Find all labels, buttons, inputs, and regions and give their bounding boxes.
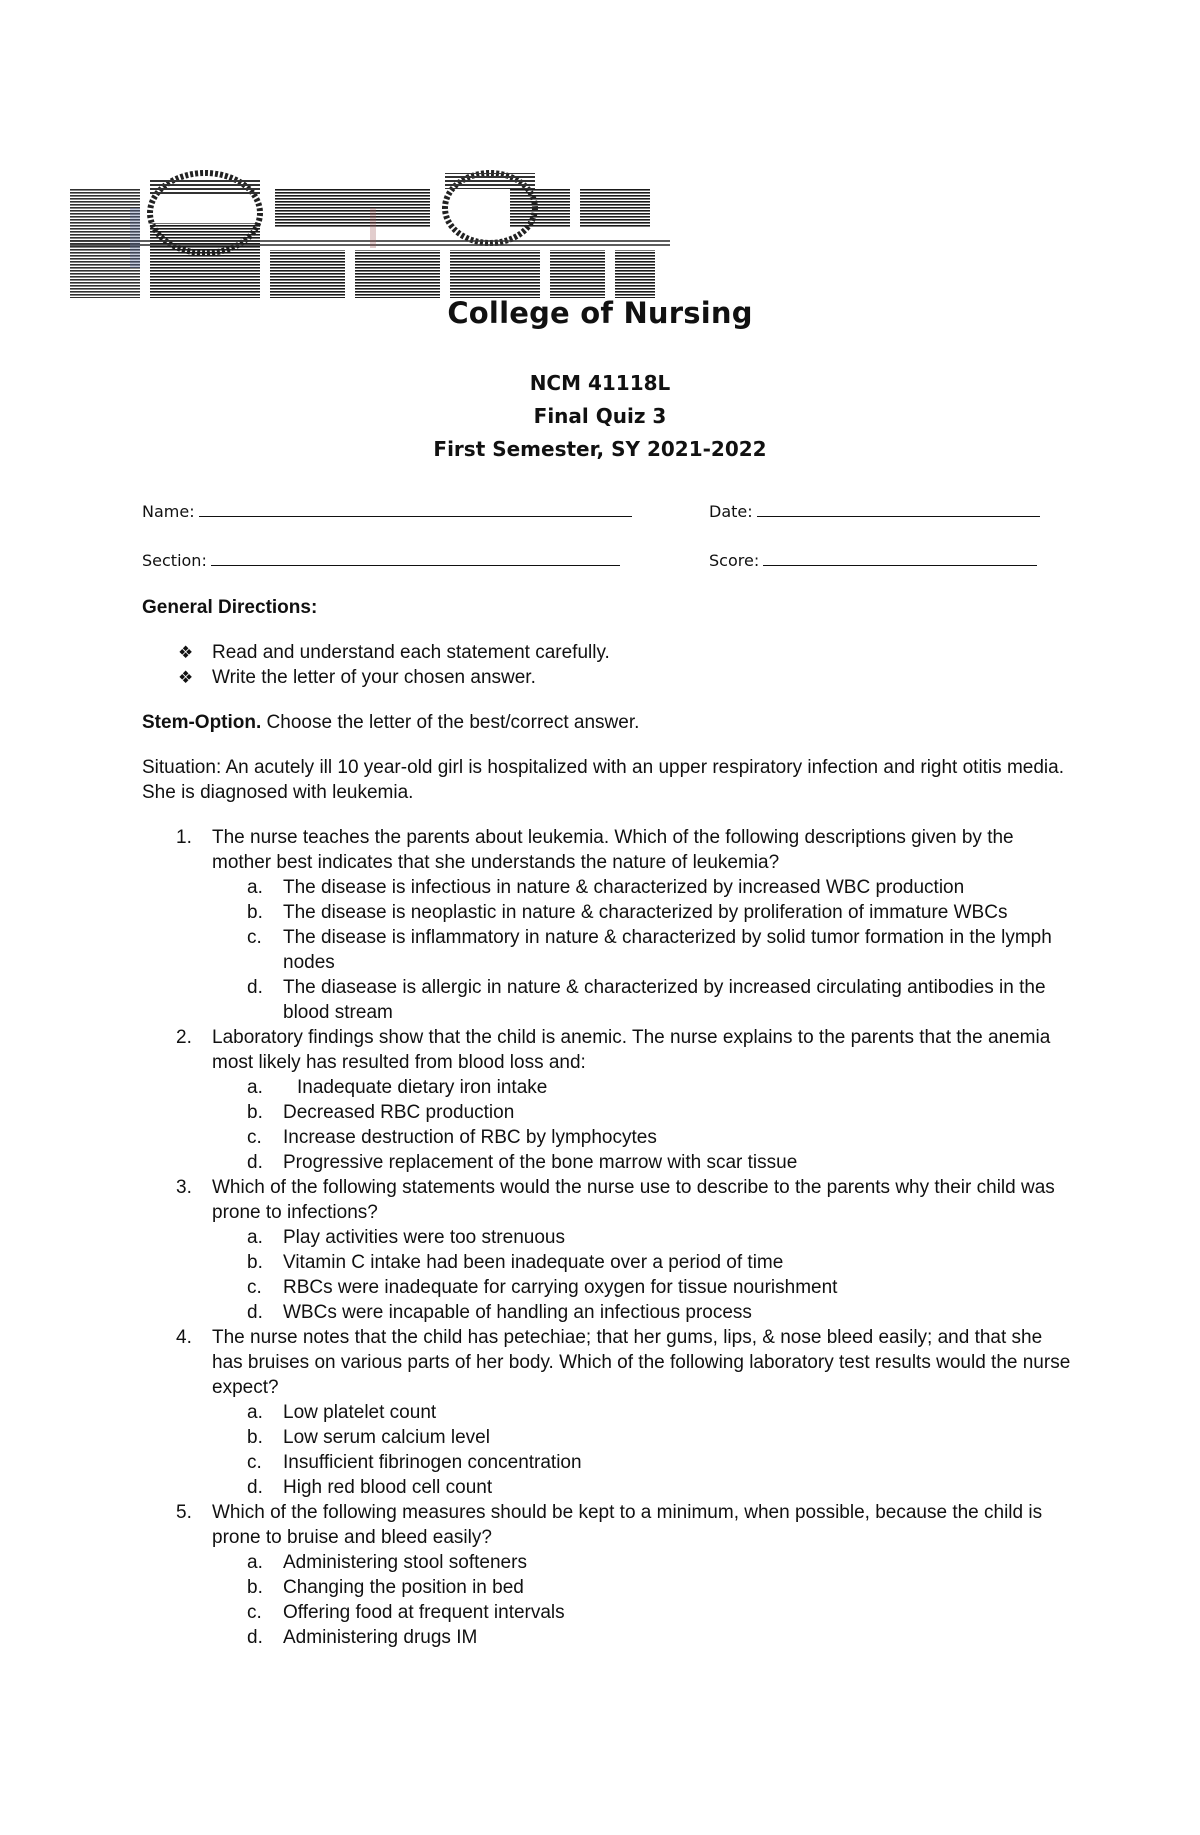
question-item [142,1500,1072,1550]
answer-option[interactable] [142,1150,1072,1175]
option-text: Low serum calcium level [283,1427,490,1448]
section-label: Section: [142,551,207,570]
answer-option[interactable] [142,925,1072,975]
option-text: Low platelet count [283,1402,437,1423]
option-letter: c. [247,1277,262,1298]
option-letter: c. [247,1602,262,1623]
score-line[interactable] [763,549,1037,566]
quiz-title: Final Quiz 3 [533,404,667,428]
name-field[interactable] [142,500,632,521]
option-letter: a. [247,1227,263,1248]
name-label: Name: [142,502,195,521]
option-letter: d. [247,977,263,998]
answer-option[interactable] [142,1450,1072,1475]
option-text: Play activities were too strenuous [283,1227,565,1248]
question-number: 3. [176,1177,192,1198]
score-field[interactable] [709,549,1037,570]
option-letter: a. [247,877,263,898]
option-text: Increase destruction of RBC by lymphocytes [283,1127,657,1148]
option-letter: b. [247,1577,263,1598]
answer-option[interactable] [142,1600,1072,1625]
section-line[interactable] [211,549,620,566]
question-item [142,825,1072,875]
option-text: Progressive replacement of the bone marrow with scar tissue [283,1152,798,1173]
option-text: WBCs were incapable of handling an infectious process [283,1302,752,1323]
answer-option[interactable] [142,1475,1072,1500]
date-label: Date: [709,502,753,521]
option-text: The disease is neoplastic in nature & characterized by proliferation of immature WBCs [283,902,1008,923]
college-title: College of Nursing [447,296,753,330]
option-text: Insufficient fibrinogen concentration [283,1452,582,1473]
option-letter: b. [247,1427,263,1448]
question-text: Laboratory findings show that the child is anemic. The nurse explains to the parents that the anemia most likely has resulted from blood loss and: [212,1027,1051,1073]
answer-option[interactable] [142,1275,1072,1300]
answer-option[interactable] [142,1250,1072,1275]
quiz-content [142,595,1072,1650]
situation-text: Situation: An acutely ill 10 year-old girl is hospitalized with an upper respiratory infection and right otitis media. She is diagnosed with leukemia. [142,757,1064,803]
option-letter: d. [247,1477,263,1498]
date-line[interactable] [757,500,1040,517]
stem-instructions [142,710,1072,735]
answer-option[interactable] [142,1575,1072,1600]
diamond-bullet-icon: ❖ [178,643,194,662]
option-letter: d. [247,1627,263,1648]
option-text: Changing the position in bed [283,1577,524,1598]
question-number: 2. [176,1027,192,1048]
option-text: The disease is infectious in nature & characterized by increased WBC production [283,877,965,898]
answer-option[interactable] [142,975,1072,1025]
question-text: Which of the following statements would the nurse use to describe to the parents why their child was prone to infections? [212,1177,1055,1223]
crest-left-icon [70,173,260,298]
question-list [142,825,1072,1650]
question-number: 4. [176,1327,192,1348]
option-letter: b. [247,1252,263,1273]
question-number: 5. [176,1502,192,1523]
question-text: Which of the following measures should be kept to a minimum, when possible, because the child is prone to bruise and bleed easily? [212,1502,1043,1548]
option-letter: c. [247,1127,262,1148]
answer-option[interactable] [142,1100,1072,1125]
option-text: The disease is inflammatory in nature & characterized by solid tumor formation in the lymph nodes [283,927,1052,973]
option-text: Inadequate dietary iron intake [297,1077,548,1098]
answer-option[interactable] [142,1300,1072,1325]
course-code: NCM 41118L [529,371,671,395]
answer-option[interactable] [142,1125,1072,1150]
answer-option[interactable] [142,1625,1072,1650]
option-letter: d. [247,1302,263,1323]
score-label: Score: [709,551,760,570]
question-number: 1. [176,827,192,848]
option-letter: c. [247,1452,262,1473]
option-text: Decreased RBC production [283,1102,515,1123]
answer-option[interactable] [142,1075,1072,1100]
option-text: Offering food at frequent intervals [283,1602,565,1623]
question-item [142,1175,1072,1225]
direction-item: ❖ Write the letter of your chosen answer. [178,667,536,688]
university-logo [70,168,675,308]
answer-option[interactable] [142,900,1072,925]
answer-option[interactable] [142,875,1072,900]
directions-list [142,640,1072,690]
answer-option[interactable] [142,1425,1072,1450]
answer-option[interactable] [142,1400,1072,1425]
option-letter: b. [247,1102,263,1123]
section-field[interactable] [142,549,620,570]
option-letter: c. [247,927,262,948]
stem-label: Stem-Option. [142,712,262,733]
option-letter: a. [247,1077,263,1098]
question-item [142,1025,1072,1075]
question-item [142,1325,1072,1400]
option-text: Vitamin C intake had been inadequate over a period of time [283,1252,784,1273]
answer-option[interactable] [142,1225,1072,1250]
option-text: High red blood cell count [283,1477,493,1498]
direction-item: ❖ Read and understand each statement carefully. [178,642,610,663]
question-text: The nurse teaches the parents about leukemia. Which of the following descriptions given by the mother best indicates that she understands the nature of leukemia? [212,827,1014,873]
date-field[interactable] [709,500,1040,521]
option-text: The diasease is allergic in nature & characterized by increased circulating antibodies in the blood stream [283,977,1046,1023]
option-text: RBCs were inadequate for carrying oxygen for tissue nourishment [283,1277,838,1298]
diamond-bullet-icon: ❖ [178,668,194,687]
name-line[interactable] [199,500,632,517]
semester-line: First Semester, SY 2021-2022 [433,437,767,461]
option-letter: a. [247,1552,263,1573]
answer-option[interactable] [142,1550,1072,1575]
option-letter: a. [247,1402,263,1423]
stem-text: Choose the letter of the best/correct answer. [261,712,640,733]
question-text: The nurse notes that the child has petechiae; that her gums, lips, & nose bleed easily; and that she has bruises on various parts of her body. Which of the following laboratory test results would the nurse expect? [212,1327,1071,1398]
directions-title: General Directions: [142,597,318,618]
option-text: Administering drugs IM [283,1627,478,1648]
option-text: Administering stool softeners [283,1552,527,1573]
option-letter: b. [247,902,263,923]
option-letter: d. [247,1152,263,1173]
